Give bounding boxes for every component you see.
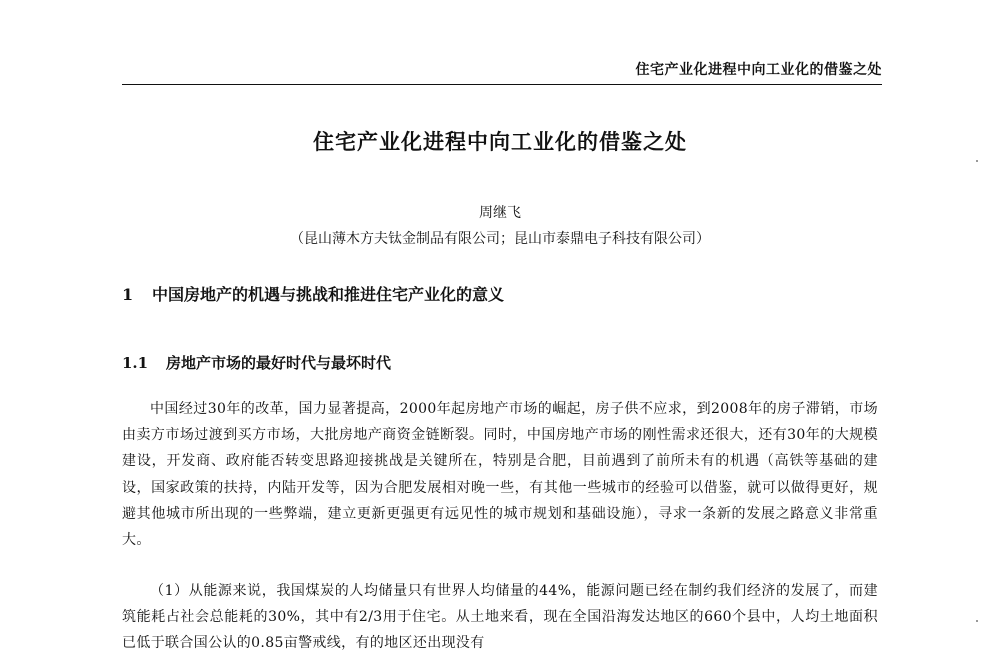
subsection-title: 房地产市场的最好时代与最坏时代 (166, 354, 392, 372)
body-paragraph: 中国经过30年的改革，国力显著提高，2000年起房地产市场的崛起，房子供不应求，到2008年的房子滞销，市场由卖方市场过渡到买方市场，大批房地产商资金链断裂。同时，中国房地产市场的刚性需求还很大，还有30年的大规模建设，开发商、政府能否转变思路迎接挑战是关键所在，特别是合肥，目前遇到了前所未有的机遇（高铁等基础的建设，国家政策的扶持，内陆开发等，因为合肥发展相对晚一些，有其他一些城市的经验可以借鉴，就可以做得更好，规避其他城市所出现的一些弊端，建立更新更强更有远见性的城市规划和基础设施），寻求一条新的发展之路意义非常重大。 (122, 401, 878, 549)
section-title: 中国房地产的机遇与挑战和推进住宅产业化的意义 (152, 285, 505, 304)
header-rule (122, 84, 882, 85)
author-name: 周继飞 (479, 205, 521, 221)
article-title: 住宅产业化进程中向工业化的借鉴之处 (313, 129, 687, 154)
body-paragraph: （1）从能源来说，我国煤炭的人均储量只有世界人均储量的44%，能源问题已经在制约我们经济的发展了，而建筑能耗占社会总能耗的30%，其中有2/3用于住宅。从土地来看，现在全国沿海发达地区的660个县中，人均土地面积已低于联合国公认的0.85亩警戒线，有的地区还出现没有 (122, 583, 878, 652)
subsection-heading (122, 352, 391, 373)
section-heading (122, 282, 504, 305)
scan-speck (976, 620, 978, 622)
scan-speck (976, 160, 978, 162)
subsection-number: 1.1 (122, 354, 149, 372)
author-affiliation: （昆山薄木方夫钛金制品有限公司；昆山市泰鼎电子科技有限公司） (290, 231, 710, 247)
section-number: 1 (122, 285, 134, 304)
running-header-title: 住宅产业化进程中向工业化的借鉴之处 (635, 62, 882, 78)
